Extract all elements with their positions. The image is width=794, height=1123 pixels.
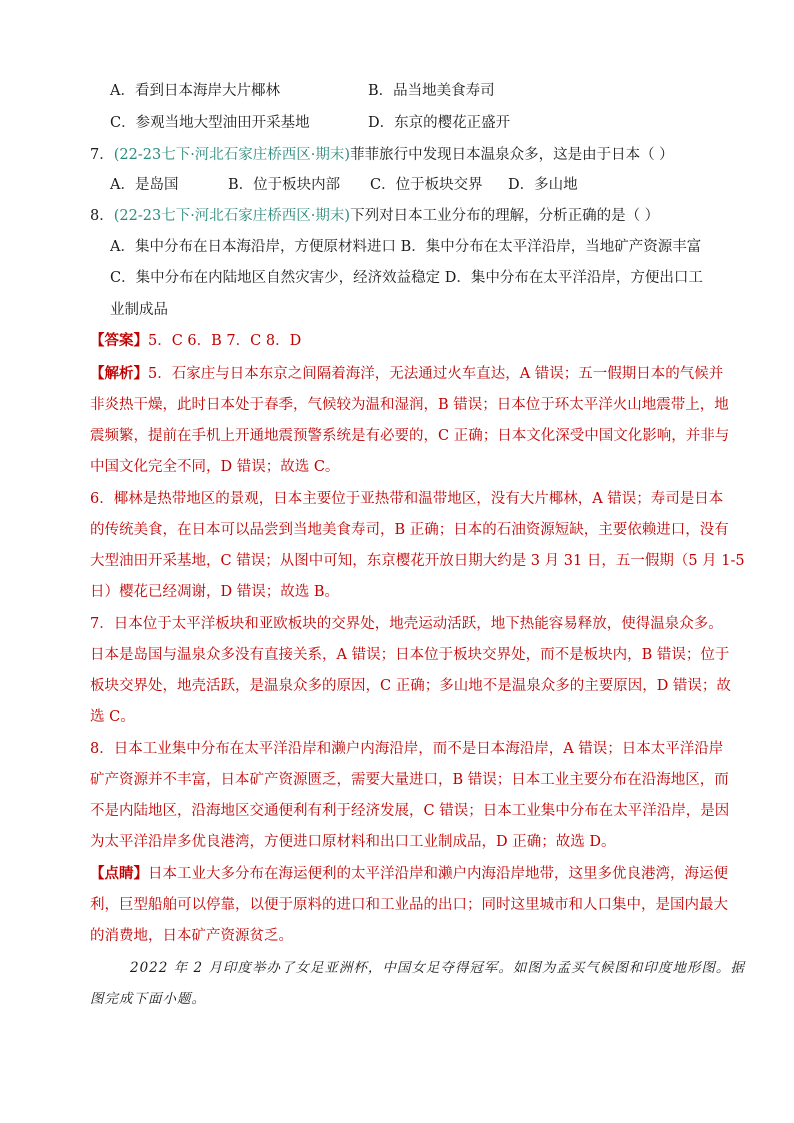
q7-stem: 菲菲旅行中发现日本温泉众多，这是由于日本（ ） bbox=[350, 147, 674, 163]
analysis-p7-line-1: 7．日本位于太平洋板块和亚欧板块的交界处，地壳运动活跃，地下热能容易释放，使得温泉众多。 bbox=[90, 616, 723, 632]
q7-option-a: A．是岛国 bbox=[110, 177, 179, 193]
q6-option-c: C．参观当地大型油田开采基地 bbox=[110, 115, 310, 131]
pointer-line-2: 利，巨型船舶可以停靠，以便于原料的进口和工业品的出口；同时这里城市和人口集中，是国内最大 bbox=[90, 897, 728, 913]
analysis-p5-line-4: 中国文化完全不同，D 错误；故选 C。 bbox=[90, 459, 340, 475]
q7-number: 7． bbox=[90, 147, 114, 163]
q7-option-b: B．位于板块内部 bbox=[228, 177, 341, 193]
analysis-p7-line-4: 选 C。 bbox=[90, 709, 135, 725]
pointer-line-1: 【点睛】日本工业大多分布在海运便利的太平洋沿岸和濑户内海沿岸地带，这里多优良港湾，海运便 bbox=[90, 865, 728, 882]
q8-options-line-2: C．集中分布在内陆地区自然灾害少，经济效益稳定 D．集中分布在太平洋沿岸，方便出口工 bbox=[110, 270, 703, 286]
analysis-p5-line-2: 非炎热干燥，此时日本处于春季，气候较为温和湿润，B 错误；日本位于环太平洋火山地震带上，地 bbox=[90, 397, 729, 413]
analysis-p5-line-1: 【解析】5．石家庄与日本东京之间隔着海洋，无法通过火车直达，A 错误；五一假期日本的气候并 bbox=[90, 365, 724, 382]
q7-option-c: C．位于板块交界 bbox=[370, 177, 483, 193]
q8-source-tag: (22-23七下·河北石家庄桥西区·期末) bbox=[113, 208, 351, 224]
analysis-p8-line-4: 为太平洋沿岸多优良港湾，方便进口原材料和出口工业制成品，D 正确；故选 D。 bbox=[90, 834, 616, 850]
q8-number: 8． bbox=[90, 208, 114, 224]
q6-option-a: A．看到日本海岸大片椰林 bbox=[110, 83, 280, 99]
q8-stem: 下列对日本工业分布的理解，分析正确的是（ ） bbox=[350, 208, 660, 224]
q8-options-line-3: 业制成品 bbox=[110, 302, 168, 318]
question-7 bbox=[90, 145, 674, 165]
analysis-p6-line-3: 大型油田开采基地，C 错误；从图中可知，东京樱花开放日期大约是 3 月 31 日，五一假期（5 月 1-5 bbox=[90, 553, 745, 569]
question-8 bbox=[90, 206, 659, 226]
answer-text: 5．C 6．B 7．C 8．D bbox=[148, 333, 302, 349]
answer-row bbox=[90, 331, 301, 351]
q7-source-tag: (22-23七下·河北石家庄桥西区·期末) bbox=[113, 147, 351, 163]
answer-label: 【答案】 bbox=[90, 332, 148, 349]
q6-option-d: D．东京的樱花正盛开 bbox=[368, 115, 511, 131]
q8-options-line-1: A．集中分布在日本海沿岸，方便原材料进口 B．集中分布在太平洋沿岸，当地矿产资源丰富 bbox=[110, 239, 702, 255]
analysis-p5-line-3: 震频繁，提前在手机上开通地震预警系统是有必要的，C 正确；日本文化深受中国文化影响，并非与 bbox=[90, 428, 730, 444]
analysis-p8-line-2: 矿产资源并不丰富，日本矿产资源匮乏，需要大量进口，B 错误；日本工业主要分布在沿海地区，而 bbox=[90, 772, 729, 788]
analysis-p7-line-2: 日本是岛国与温泉众多没有直接关系，A 错误；日本位于板块交界处，而不是板块内，B 错误；位于 bbox=[90, 647, 730, 663]
next-intro-line-1: 2022 年 2 月印度举办了女足亚洲杯，中国女足夺得冠军。如图为孟买气候图和印度地形图。据 bbox=[130, 960, 745, 976]
analysis-p7-line-3: 板块交界处，地壳活跃，是温泉众多的原因，C 正确；多山地不是温泉众多的主要原因，D 错误；故 bbox=[90, 678, 731, 694]
pointer-label: 【点睛】 bbox=[90, 865, 148, 882]
analysis-p6-line-4: 日）樱花已经凋谢，D 错误；故选 B。 bbox=[90, 584, 339, 600]
analysis-p8-line-1: 8．日本工业集中分布在太平洋沿岸和濑户内海沿岸，而不是日本海沿岸，A 错误；日本太平洋沿岸 bbox=[90, 741, 724, 757]
analysis-p6-line-1: 6．椰林是热带地区的景观，日本主要位于亚热带和温带地区，没有大片椰林，A 错误；寿司是日本 bbox=[90, 491, 724, 507]
analysis-p8-line-3: 不是内陆地区，沿海地区交通便利有利于经济发展，C 错误；日本工业集中分布在太平洋沿岸，是因 bbox=[90, 803, 730, 819]
q7-option-d: D．多山地 bbox=[508, 177, 578, 193]
analysis-p6-line-2: 的传统美食，在日本可以品尝到当地美食寿司，B 正确；日本的石油资源短缺，主要依赖进口，没有 bbox=[90, 522, 729, 538]
next-intro-line-2: 图完成下面小题。 bbox=[90, 991, 206, 1007]
q6-option-b: B．品当地美食寿司 bbox=[368, 83, 495, 99]
pointer-line-3: 的消费地，日本矿产资源贫乏。 bbox=[90, 928, 293, 944]
analysis-label: 【解析】 bbox=[90, 365, 148, 382]
